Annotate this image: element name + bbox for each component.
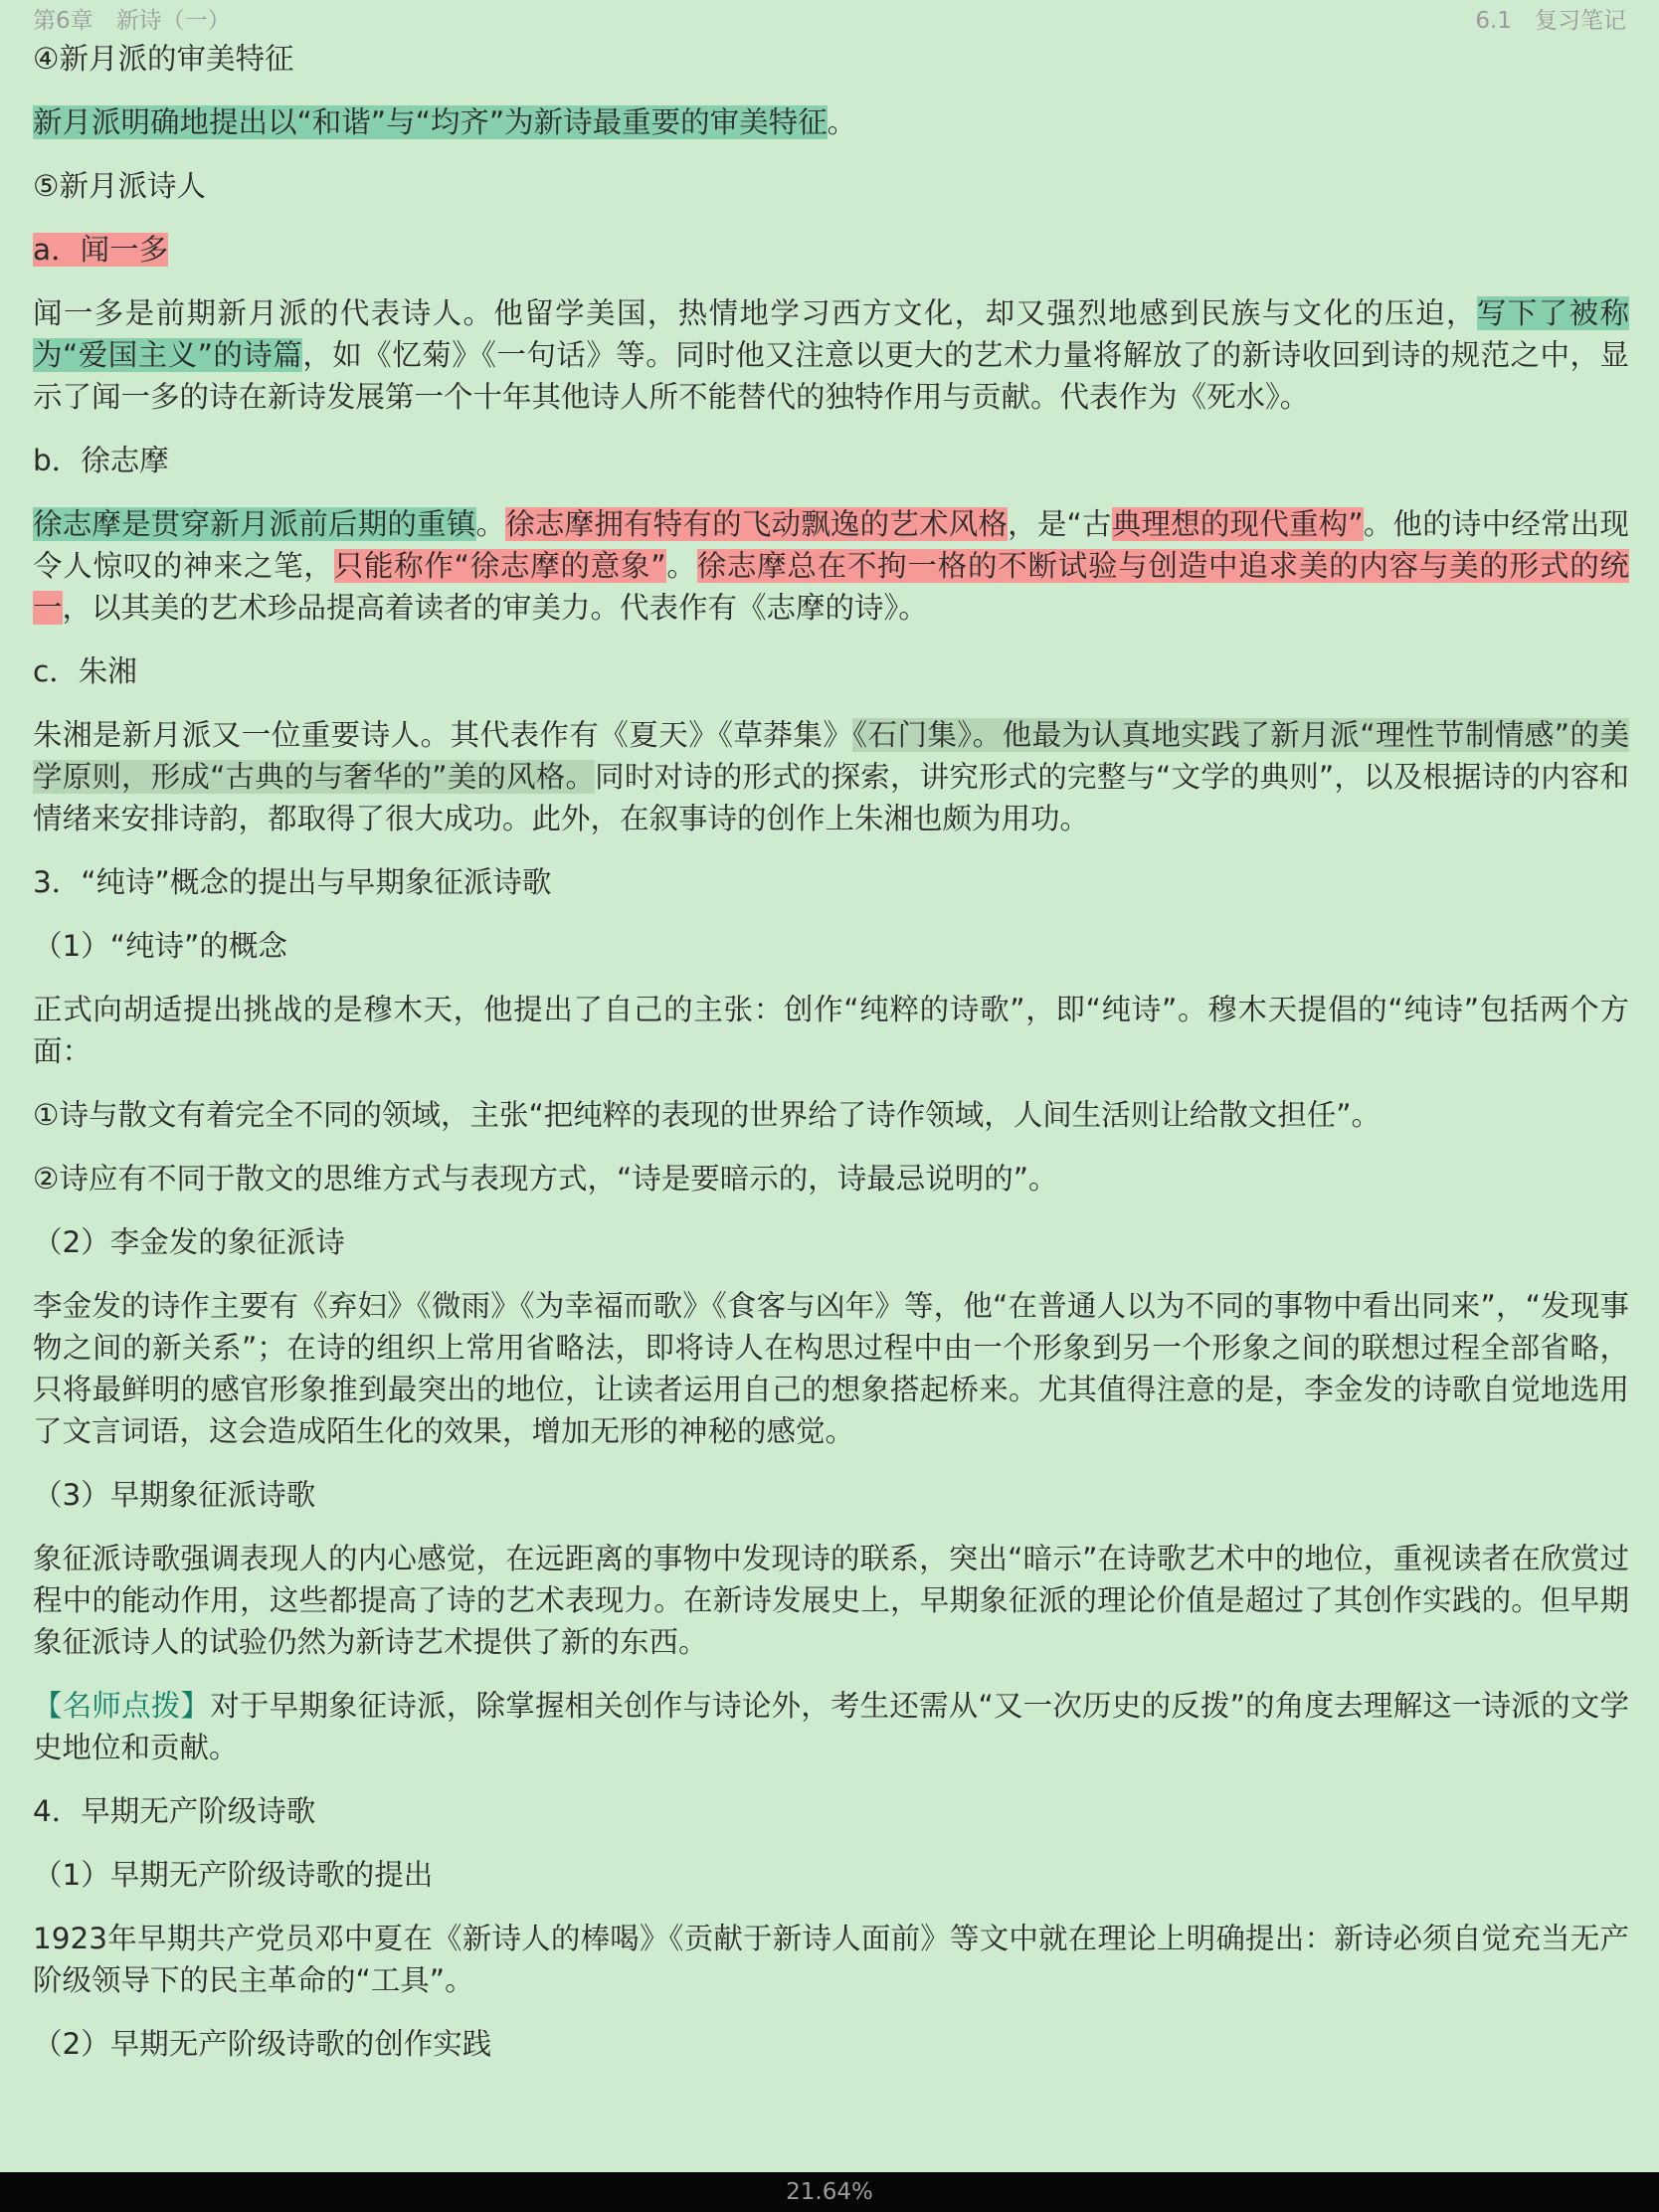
paragraph — [33, 1918, 1629, 2001]
paragraph — [33, 1158, 1629, 1199]
text-segment: ，如《忆菊》《一句话》等。同时他又注意以更大的艺术力量将解放了的新诗收回到诗的规范之中，显示了闻一多的诗在新诗发展第一个十年其他诗人所不能替代的独特作用与贡献。代表作为《死水》。 — [33, 338, 1629, 414]
paragraph — [33, 650, 1629, 692]
text-segment: （1）早期无产阶级诗歌的提出 — [33, 1858, 434, 1892]
text-segment: 。 — [475, 507, 506, 541]
text-segment: （2）早期无产阶级诗歌的创作实践 — [33, 2027, 492, 2061]
paragraph — [33, 1790, 1629, 1832]
reading-progress: 21.64% — [786, 2179, 873, 2205]
green-highlight[interactable]: 写下了被称为“爱国主义”的诗篇 — [33, 296, 1629, 372]
text-segment: 。他的诗中经常出现令人惊叹的神来之笔， — [33, 507, 1629, 583]
paragraph — [33, 1685, 1629, 1768]
paragraph — [33, 989, 1629, 1072]
paragraph — [33, 1474, 1629, 1516]
paragraph — [33, 714, 1629, 839]
text-segment: 同时对诗的形式的探索，讲究形式的完整与“文学的典则”，以及根据诗的内容和情绪来安排诗韵，都取得了很大成功。此外，在叙事诗的创作上朱湘也颇为用功。 — [33, 760, 1629, 835]
text-segment: 。 — [827, 105, 857, 139]
text-segment: c．朱湘 — [33, 654, 137, 688]
paragraph — [33, 165, 1629, 207]
paragraph — [33, 925, 1629, 967]
grey-highlight[interactable]: 《石门集》。他最为认真地实践了新月派“理性节制情感”的美学原则，形成“古典的与奢华的”美的风格。 — [33, 718, 1629, 794]
text-segment: （1）“纯诗”的概念 — [33, 929, 287, 963]
text-segment: ①诗与散文有着完全不同的领域，主张“把纯粹的表现的世界给了诗作领域，人间生活则让给散文担任”。 — [33, 1098, 1382, 1132]
text-segment: ⑤新月派诗人 — [33, 169, 206, 203]
reading-content — [33, 38, 1629, 2087]
text-segment: ，是“古 — [1008, 507, 1112, 541]
paragraph — [33, 292, 1629, 418]
tip-label: 【名师点拨】 — [33, 1689, 211, 1723]
text-segment: ，以其美的艺术珍品提高着读者的审美力。代表作有《志摩的诗》。 — [62, 591, 928, 625]
paragraph — [33, 1854, 1629, 1896]
paragraph — [33, 503, 1629, 629]
red-highlight[interactable]: 徐志摩拥有特有的飞动飘逸的艺术风格 — [505, 507, 1009, 541]
section-title: 6.1 复习笔记 — [1475, 8, 1626, 34]
paragraph — [33, 1094, 1629, 1136]
text-segment: （2）李金发的象征派诗 — [33, 1225, 345, 1259]
paragraph — [33, 861, 1629, 903]
red-highlight[interactable]: 只能称作“徐志摩的意象” — [333, 549, 666, 583]
text-segment: 李金发的诗作主要有《弃妇》《微雨》《为幸福而歌》《食客与凶年》等，他“在普通人以为不同的事物中看出同来”，“发现事物之间的新关系”；在诗的组织上常用省略法，即将诗人在构思过程中由一个形象到另一个形象之间的联想过程全部省略，只将最鲜明的感官形象推到最突出的地位，让读者运用自己的想象搭起桥来。尤其值得注意的是，李金发的诗歌自觉地选用了文言词语，这会造成陌生化的效果，增加无形的神秘的感觉。 — [33, 1289, 1629, 1448]
text-segment: 1923年早期共产党员邓中夏在《新诗人的棒喝》《贡献于新诗人面前》等文中就在理论上明确提出：新诗必须自觉充当无产阶级领导下的民主革命的“工具”。 — [33, 1922, 1629, 1997]
chapter-title: 第6章 新诗（一） — [33, 8, 231, 34]
paragraph — [33, 440, 1629, 481]
green-highlight[interactable]: 徐志摩是贯穿新月派前后期的重镇 — [33, 507, 476, 541]
text-segment: b．徐志摩 — [33, 444, 169, 477]
paragraph — [33, 1285, 1629, 1452]
text-segment: ④新月派的审美特征 — [33, 42, 294, 76]
red-highlight[interactable]: a．闻一多 — [33, 233, 169, 267]
paragraph — [33, 1221, 1629, 1263]
red-highlight[interactable]: 徐志摩总在不拘一格的不断试验与创造中追求美的内容与美的形式的统一 — [33, 549, 1629, 625]
page-header — [33, 4, 1626, 38]
green-highlight[interactable]: 新月派明确地提出以“和谐”与“均齐”为新诗最重要的审美特征 — [33, 105, 828, 139]
text-segment: 。 — [665, 549, 697, 583]
paragraph — [33, 1538, 1629, 1663]
red-highlight[interactable]: 典理想的现代重构” — [1111, 507, 1364, 541]
text-segment: 象征派诗歌强调表现人的内心感觉，在远距离的事物中发现诗的联系，突出“暗示”在诗歌艺术中的地位，重视读者在欣赏过程中的能动作用，这些都提高了诗的艺术表现力。在新诗发展史上，早期象征派的理论价值是超过了其创作实践的。但早期象征派诗人的试验仍然为新诗艺术提供了新的东西。 — [33, 1542, 1629, 1659]
text-segment: ②诗应有不同于散文的思维方式与表现方式，“诗是要暗示的，诗最忌说明的”。 — [33, 1162, 1058, 1196]
text-segment: （3）早期象征派诗歌 — [33, 1478, 316, 1512]
reading-progress-bar — [0, 2172, 1659, 2212]
paragraph — [33, 2023, 1629, 2065]
paragraph — [33, 229, 1629, 271]
text-segment: 3．“纯诗”概念的提出与早期象征派诗歌 — [33, 865, 552, 899]
text-segment: 对于早期象征诗派，除掌握相关创作与诗论外，考生还需从“又一次历史的反拨”的角度去理解这一诗派的文学史地位和贡献。 — [33, 1689, 1629, 1764]
text-segment: 闻一多是前期新月派的代表诗人。他留学美国，热情地学习西方文化，却又强烈地感到民族与文化的压迫， — [33, 296, 1477, 330]
text-segment: 4．早期无产阶级诗歌 — [33, 1794, 316, 1828]
paragraph — [33, 101, 1629, 143]
paragraph — [33, 38, 1629, 80]
text-segment: 正式向胡适提出挑战的是穆木天，他提出了自己的主张：创作“纯粹的诗歌”，即“纯诗”。穆木天提倡的“纯诗”包括两个方面： — [33, 993, 1629, 1068]
text-segment: 朱湘是新月派又一位重要诗人。其代表作有《夏天》《草莽集》 — [33, 718, 853, 752]
